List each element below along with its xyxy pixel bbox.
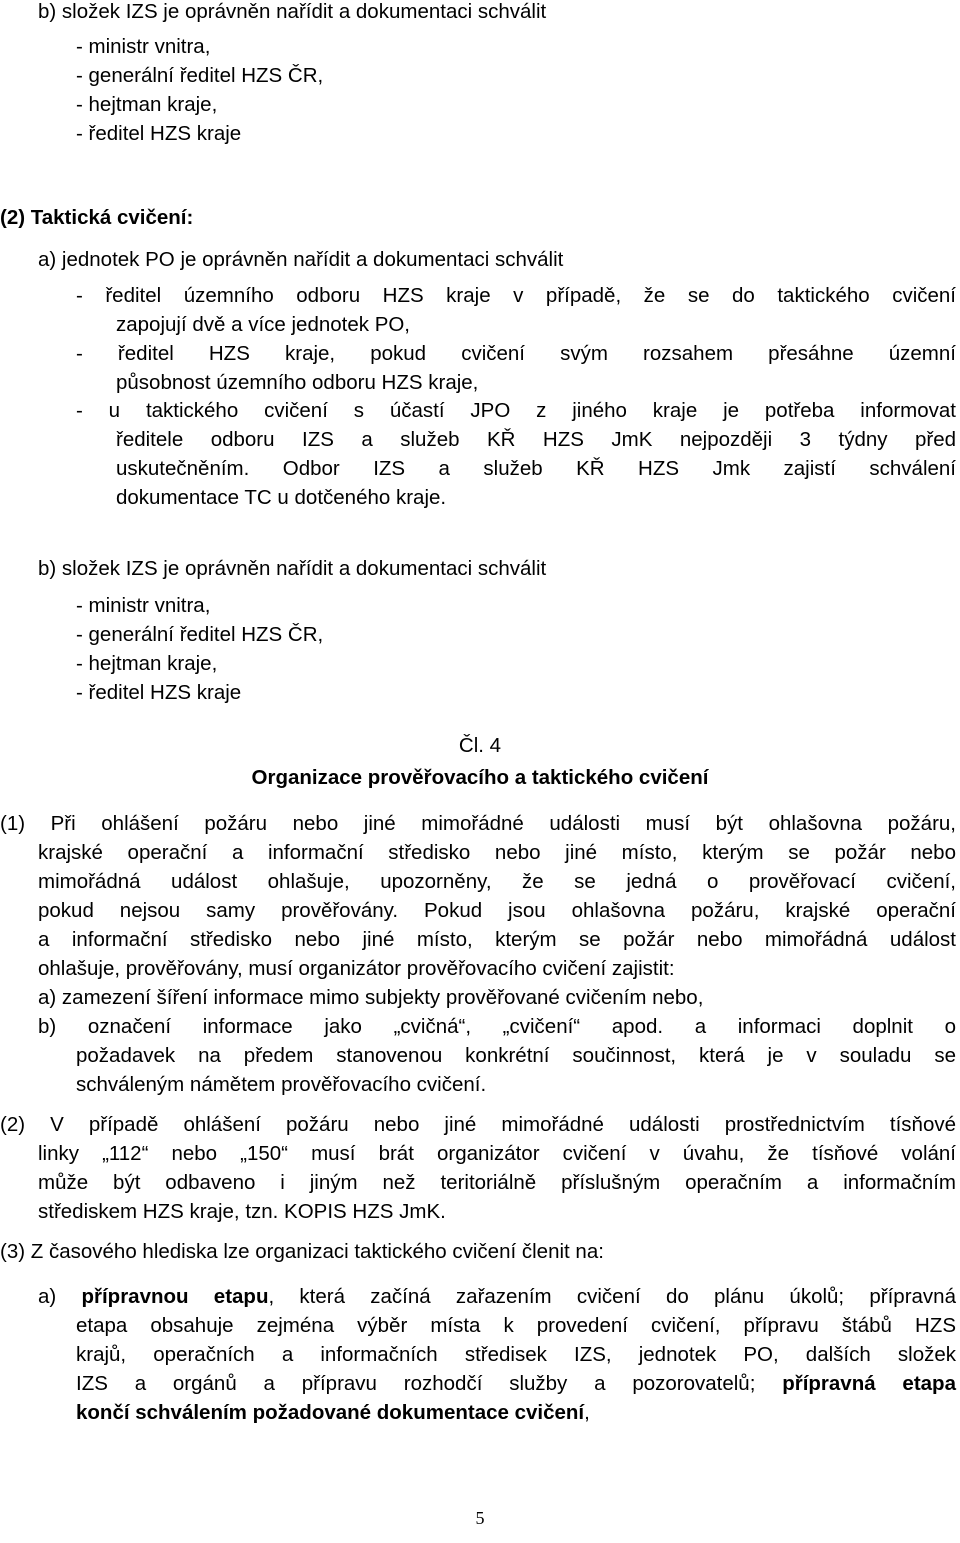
- paragraph-line: linky „112“ nebo „150“ musí brát organizátor cvičení v úvahu, že tísňové volání: [38, 1142, 956, 1165]
- section-heading: b) složek IZS je oprávněn nařídit a dokumentaci schválit: [38, 0, 547, 23]
- list-item: - ministr vnitra,: [76, 594, 211, 617]
- tactical-a-line: dokumentace TC u dotčeného kraje.: [116, 486, 447, 509]
- tactical-b-label: b) složek IZS je oprávněn nařídit a dokumentaci schválit: [38, 557, 547, 580]
- tactical-a-line: - u taktického cvičení s účastí JPO z jiného kraje je potřeba informovat: [76, 399, 956, 422]
- bold-term: končí schválením požadované dokumentace cvičení: [76, 1401, 585, 1424]
- item-prefix: a): [38, 1285, 82, 1308]
- item-text: , která začíná zařazením cvičení do plánu úkolů; přípravná: [268, 1285, 956, 1308]
- paragraph-line: (2) V případě ohlášení požáru nebo jiné mimořádné události prostřednictvím tísňové: [0, 1113, 956, 1136]
- paragraph-line: [76, 1401, 590, 1425]
- tactical-a-line: uskutečněním. Odbor IZS a služeb KŘ HZS Jmk zajistí schválení: [116, 457, 956, 480]
- tactical-heading: (2) Taktická cvičení:: [0, 206, 194, 229]
- paragraph-line: etapa obsahuje zejména výběr místa k provedení cvičení, přípravu štábů HZS: [76, 1314, 956, 1337]
- paragraph-line: schváleným námětem prověřovacího cvičení.: [76, 1073, 487, 1096]
- list-item: - ministr vnitra,: [76, 35, 211, 58]
- item-text: ,: [584, 1401, 590, 1424]
- list-item: - hejtman kraje,: [76, 93, 218, 116]
- paragraph-line: a informační středisko nebo jiné místo, kterým se požár nebo mimořádná událost: [38, 928, 956, 951]
- tactical-a-line: zapojují dvě a více jednotek PO,: [116, 313, 411, 336]
- bold-term: přípravnou etapu: [81, 1285, 269, 1308]
- list-item: - generální ředitel HZS ČR,: [76, 64, 324, 87]
- paragraph-line: [76, 1372, 956, 1396]
- paragraph-line: (1) Při ohlášení požáru nebo jiné mimořádné události musí být ohlašovna požáru,: [0, 812, 956, 835]
- bold-term: přípravná etapa: [782, 1372, 956, 1395]
- paragraph-line: b) označení informace jako „cvičná“, „cvičení“ apod. a informaci doplnit o: [38, 1015, 956, 1038]
- paragraph-line: krajů, operačních a informačních středisek IZS, jednotek PO, dalších složek: [76, 1343, 956, 1366]
- list-item: - generální ředitel HZS ČR,: [76, 623, 324, 646]
- paragraph-line: a) zamezení šíření informace mimo subjekty prověřované cvičením nebo,: [38, 986, 704, 1009]
- article-title: Organizace prověřovacího a taktického cvičení: [251, 766, 709, 789]
- paragraph-line: střediskem HZS kraje, tzn. KOPIS HZS JmK.: [38, 1200, 446, 1223]
- tactical-a-label: a) jednotek PO je oprávněn nařídit a dokumentaci schválit: [38, 248, 564, 271]
- paragraph-line: požadavek na předem stanovenou konkrétní součinnost, která je v souladu se: [76, 1044, 956, 1067]
- paragraph-line: krajské operační a informační středisko nebo jiné místo, kterým se požár nebo: [38, 841, 956, 864]
- list-item: - ředitel HZS kraje: [76, 122, 242, 145]
- tactical-a-line: ředitele odboru IZS a služeb KŘ HZS JmK nejpozději 3 týdny před: [116, 428, 956, 451]
- paragraph-line: ohlašuje, prověřovány, musí organizátor prověřovacího cvičení zajistit:: [38, 957, 675, 980]
- paragraph-line: může být odbaveno i jiným než teritoriálně příslušným operačním a informačním: [38, 1171, 956, 1194]
- tactical-a-line: - ředitel HZS kraje, pokud cvičení svým rozsahem přesáhne územní: [76, 342, 956, 365]
- paragraph-line: [38, 1285, 956, 1309]
- tactical-a-line: působnost územního odboru HZS kraje,: [116, 371, 479, 394]
- list-item: - ředitel HZS kraje: [76, 681, 242, 704]
- list-item: - hejtman kraje,: [76, 652, 218, 675]
- article-number: Čl. 4: [458, 734, 502, 757]
- paragraph-line: mimořádná událost ohlašuje, upozorněny, že se jedná o prověřovací cvičení,: [38, 870, 956, 893]
- item-text: IZS a orgánů a přípravu rozhodčí služby a pozorovatelů;: [76, 1372, 783, 1395]
- page-number: 5: [475, 1508, 485, 1528]
- tactical-a-line: - ředitel územního odboru HZS kraje v případě, že se do taktického cvičení: [76, 284, 956, 307]
- paragraph-line: pokud nejsou samy prověřovány. Pokud jsou ohlašovna požáru, krajské operační: [38, 899, 956, 922]
- paragraph-heading: (3) Z časového hlediska lze organizaci taktického cvičení členit na:: [0, 1240, 604, 1263]
